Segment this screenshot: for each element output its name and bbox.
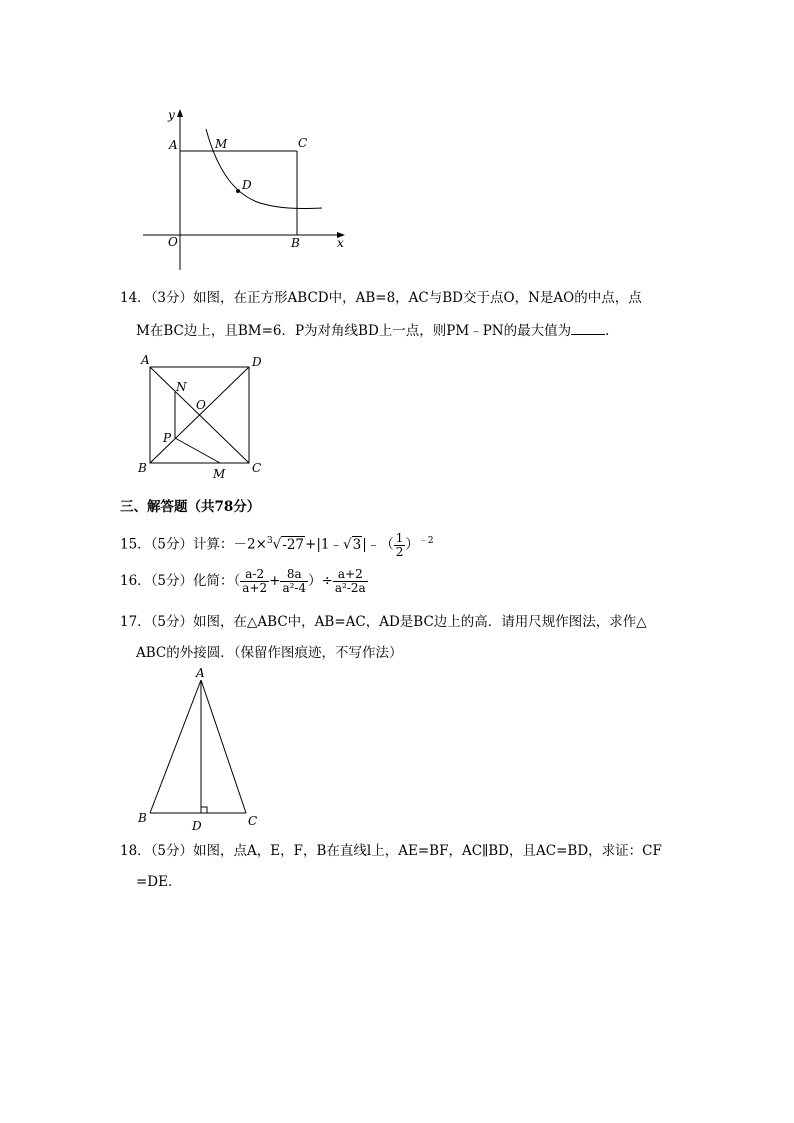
- q15-prefix: 计算：: [193, 536, 234, 553]
- q18-text-line2: =DE．: [136, 874, 182, 890]
- label-D: D: [242, 178, 252, 192]
- label-C: C: [248, 814, 258, 828]
- q15-number: 15．: [120, 536, 151, 553]
- figure-square-abcd: [130, 352, 270, 480]
- q14-line1: [120, 288, 642, 308]
- label-D: D: [252, 355, 262, 369]
- label-M: M: [215, 137, 228, 151]
- q18-line1: [120, 841, 662, 861]
- q16-fraction1: [240, 568, 269, 595]
- label-B: B: [138, 461, 147, 475]
- q16-prefix: 化简：（: [193, 573, 241, 589]
- q18-text-line1: 如图，点A，E，F，B在直线l上，AE=BF，AC∥BD，且AC=BD，求证：CF: [193, 843, 662, 859]
- figure-triangle-abc: [130, 664, 270, 836]
- q17-text-line1: 如图，在△ABC中，AB=AC，AD是BC边上的高．请用尺规作图法，求作△: [193, 614, 647, 630]
- q15-radicand1: -27: [282, 536, 305, 553]
- label-B: B: [138, 811, 147, 825]
- q17-text-line2: ABC的外接圆．（保留作图痕迹，不写作法）: [136, 645, 403, 661]
- q14-text-line1: 如图，在正方形ABCD中，AB=8，AC与BD交于点O，N是AO的中点，点: [193, 290, 642, 306]
- q18-number: 18．: [120, 843, 151, 859]
- label-A: A: [196, 666, 205, 680]
- q16-plus: +: [269, 573, 281, 589]
- q15-part4: ）: [405, 536, 419, 553]
- segment-PM: [175, 438, 220, 463]
- label-y: y: [168, 108, 175, 122]
- q15-radicand2: 3: [352, 536, 362, 553]
- radical-sign: √: [272, 536, 282, 553]
- q14-line2: [136, 320, 619, 341]
- label-P: P: [163, 431, 172, 445]
- q14-end: ．: [605, 323, 619, 339]
- q16-fraction3: [333, 568, 368, 595]
- q16-f1-num: a-2: [240, 568, 269, 582]
- q16-number: 16．: [120, 573, 151, 589]
- q18-line2: [136, 872, 182, 892]
- label-x: x: [337, 236, 344, 250]
- label-O: O: [168, 235, 178, 249]
- q16-f2-den: a²-4: [282, 581, 307, 595]
- q17-score: （5分）: [150, 614, 194, 630]
- q16-f2-num: 8a: [280, 568, 308, 582]
- q15-part1: －2×: [233, 536, 267, 553]
- q16-f3-num: a+2: [333, 568, 368, 582]
- q17-line2: [136, 643, 403, 663]
- section-three-heading: 三、解答题（共78分）: [120, 499, 261, 515]
- q15-part2: +|1﹣: [305, 536, 343, 553]
- y-axis-arrow: [177, 109, 183, 117]
- label-A: A: [141, 353, 150, 367]
- q16-f3-den: a²-2a: [334, 581, 366, 595]
- q15-exponent: ﹣2: [418, 536, 434, 546]
- radical-sign: √: [342, 536, 352, 553]
- q15-frac-num: 1: [395, 530, 404, 545]
- label-C: C: [298, 136, 308, 150]
- label-A: A: [169, 138, 178, 152]
- side-AC: [201, 680, 246, 813]
- label-B: B: [291, 236, 300, 250]
- q16-line: [120, 568, 368, 595]
- q16-f1-den: a+2: [242, 581, 268, 595]
- label-M: M: [213, 467, 226, 480]
- q18-score: （5分）: [150, 843, 194, 859]
- q14-number: 14．: [120, 290, 151, 306]
- q15-line: [120, 531, 434, 559]
- label-N: N: [176, 380, 187, 394]
- label-O: O: [196, 398, 206, 412]
- point-D: [236, 189, 240, 193]
- right-angle-mark: [201, 807, 207, 813]
- label-C: C: [252, 461, 262, 475]
- q15-part3: |﹣（: [362, 536, 394, 553]
- q14-score: （3分）: [150, 290, 194, 306]
- q16-fraction2: [280, 568, 308, 595]
- q17-line1: [120, 612, 647, 632]
- figure-coordinate-rectangle: [140, 105, 355, 275]
- q17-number: 17．: [120, 614, 151, 630]
- q16-score: （5分）: [150, 573, 194, 589]
- q14-answer-blank: [571, 320, 605, 335]
- side-AB: [150, 680, 201, 813]
- q15-cube-index: 3: [266, 536, 273, 546]
- q15-frac-den: 2: [395, 544, 404, 559]
- q15-score: （5分）: [150, 536, 194, 553]
- q16-middle: ）÷: [308, 573, 333, 589]
- q14-text-line2: M在BC边上，且BM=6．P为对角线BD上一点，则PM﹣PN的最大值为: [136, 323, 572, 339]
- q15-fraction: [394, 532, 406, 559]
- label-D: D: [192, 819, 202, 833]
